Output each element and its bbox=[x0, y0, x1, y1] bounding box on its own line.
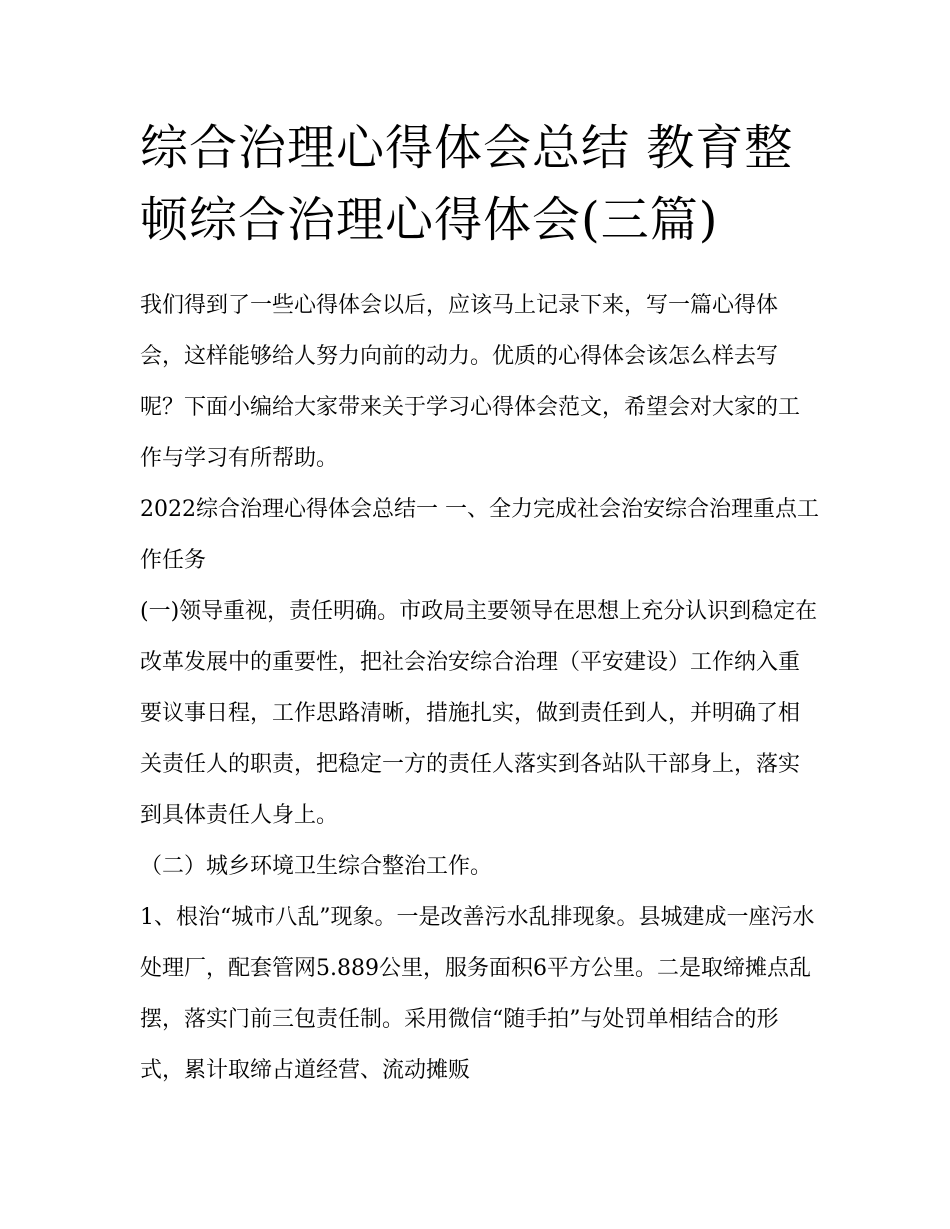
paragraph-section-heading: 2022综合治理心得体会总结一 一、全力完成社会治安综合治理重点工作任务 bbox=[140, 497, 819, 573]
document-title: 综合治理心得体会总结 教育整顿综合治理心得体会(三篇) bbox=[140, 120, 794, 248]
paragraph-city-issues: 1、根治“城市八乱”现象。一是改善污水乱排现象。县城建成一座污水处理厂，配套管网5.889公里，服务面积6平方公里。二是取缔摊点乱摆，落实门前三包责任制。采用微信“随手拍”与处罚单相结合的形式，累计取缔占道经营、流动摊贩 bbox=[140, 905, 815, 1083]
paragraph-subheading: （二）城乡环境卫生综合整治工作。 bbox=[140, 854, 493, 879]
paragraph-leadership: (一)领导重视，责任明确。市政局主要领导在思想上充分认识到稳定在改革发展中的重要性，把社会治安综合治理（平安建设）工作纳入重要议事日程，工作思路清晰，措施扎实，做到责任到人，并明确了相关责任人的职责，把稳定一方的责任人落实到各站队干部身上，落实到具体责任人身上。 bbox=[140, 599, 818, 828]
paragraph-intro: 我们得到了一些心得体会以后，应该马上记录下来，写一篇心得体会，这样能够给人努力向前的动力。优质的心得体会该怎么样去写呢？下面小编给大家带来关于学习心得体会范文，希望会对大家的工作与学习有所帮助。 bbox=[140, 293, 801, 471]
document-body bbox=[140, 280, 820, 1096]
